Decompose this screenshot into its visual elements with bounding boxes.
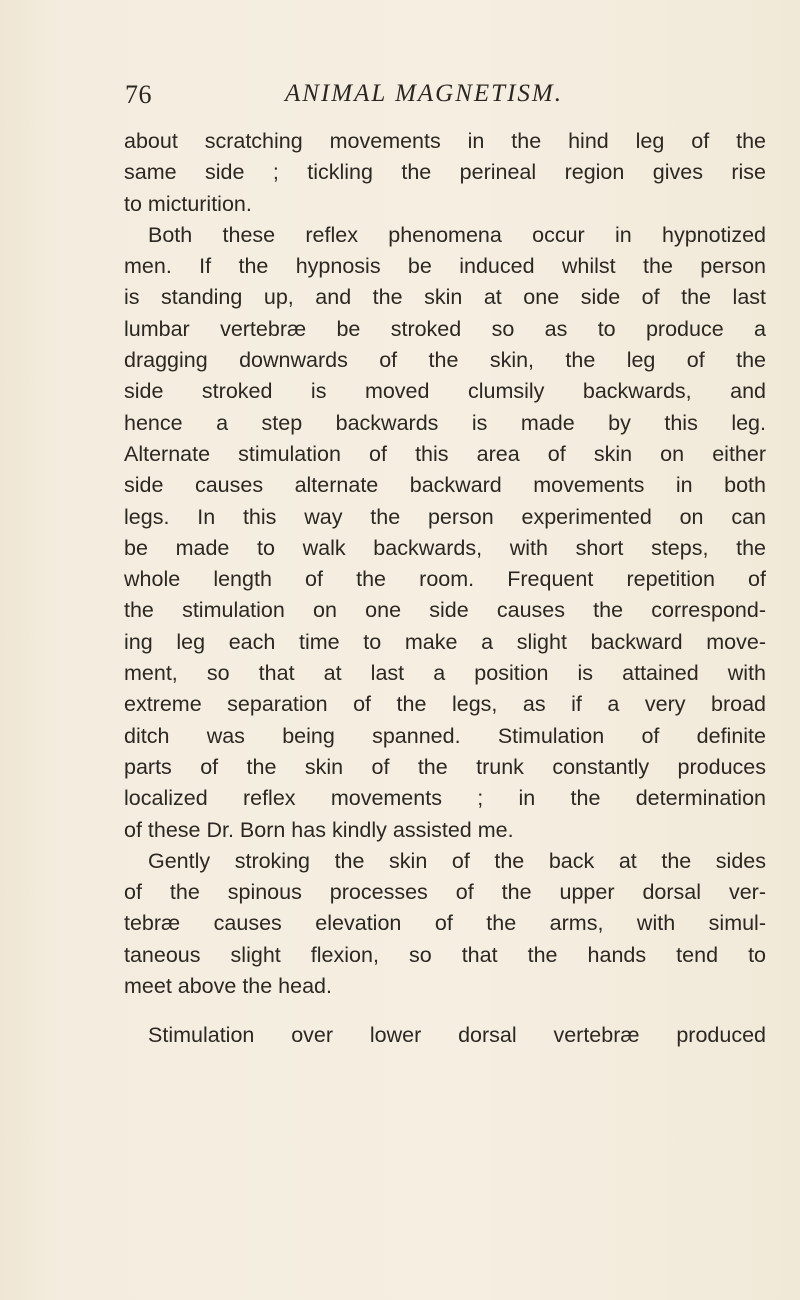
text-line: Gently stroking the skin of the back at the sides: [148, 848, 766, 873]
text-line: meet above the head.: [124, 974, 332, 999]
text-line: extreme separation of the legs, as if a very broad: [124, 692, 766, 717]
text-line: of the spinous processes of the upper dorsal ver-: [124, 880, 766, 905]
page-number: 76: [125, 80, 152, 109]
text-line: hence a step backwards is made by this leg.: [124, 410, 766, 435]
text-line: ing leg each time to make a slight backward move-: [124, 629, 766, 654]
text-line: parts of the skin of the trunk constantly produces: [124, 754, 766, 779]
text-line: dragging downwards of the skin, the leg of the: [124, 348, 766, 373]
text-line: whole length of the room. Frequent repetition of: [124, 567, 766, 592]
text-line: ditch was being spanned. Stimulation of definite: [124, 723, 766, 748]
paragraph-gap: [124, 1002, 766, 1020]
text-line: localized reflex movements ; in the determination: [124, 786, 766, 811]
text-line: to micturition.: [124, 191, 252, 216]
text-line: is standing up, and the skin at one side of the last: [124, 285, 766, 310]
text-line: same side ; tickling the perineal region gives rise: [124, 160, 766, 185]
page-header: [125, 80, 765, 116]
text-line: ment, so that at last a position is attained with: [124, 661, 766, 686]
text-line: legs. In this way the person experimented on can: [124, 504, 766, 529]
text-line: Stimulation over lower dorsal vertebræ produced: [148, 1023, 766, 1048]
text-line: be made to walk backwards, with short steps, the: [124, 535, 766, 560]
text-line: about scratching movements in the hind leg of the: [124, 129, 766, 153]
text-line: men. If the hypnosis be induced whilst the person: [124, 254, 766, 279]
text-line: of these Dr. Born has kindly assisted me.: [124, 817, 514, 842]
text-line: the stimulation on one side causes the correspond-: [124, 598, 766, 623]
text-line: tebræ causes elevation of the arms, with simul-: [124, 911, 766, 936]
text-line: side causes alternate backward movements in both: [124, 473, 766, 498]
body-text: [124, 126, 766, 1052]
text-line: side stroked is moved clumsily backwards, and: [124, 379, 766, 404]
running-head: ANIMAL MAGNETISM.: [285, 80, 563, 107]
text-line: Alternate stimulation of this area of skin on either: [124, 441, 766, 466]
text-line: Both these reflex phenomena occur in hypnotized: [148, 222, 766, 247]
text-line: lumbar vertebræ be stroked so as to produce a: [124, 316, 766, 341]
text-line: taneous slight flexion, so that the hands tend to: [124, 942, 766, 967]
